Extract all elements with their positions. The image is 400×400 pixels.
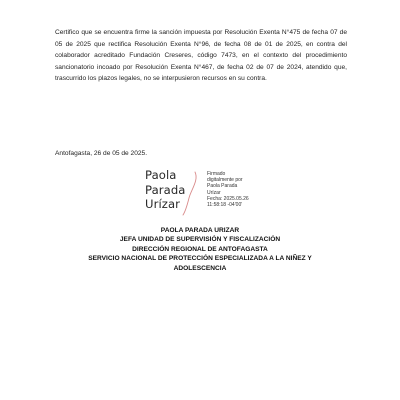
signature-stroke bbox=[177, 170, 207, 216]
signature-name-line: Paola bbox=[145, 168, 177, 182]
signature-detail-line: Firmado bbox=[207, 171, 226, 177]
place-and-date: Antofagasta, 26 de 05 de 2025. bbox=[55, 150, 148, 157]
signature-detail-line: Urízar bbox=[207, 189, 221, 196]
signature-detail-line: Fecha: 2025.05.26 bbox=[207, 195, 249, 202]
signer-agency-continued: ADOLESCENCIA bbox=[173, 264, 227, 272]
signer-agency: SERVICIO NACIONAL DE PROTECCIÓN ESPECIALIZADA A LA NIÑEZ Y bbox=[88, 255, 312, 263]
signature-detail-line: 11:58:18 -04'00' bbox=[207, 202, 243, 209]
signature-name-line: Parada bbox=[145, 182, 186, 197]
signature-detail-line: digitalmente por bbox=[207, 177, 243, 184]
certification-paragraph: Certifico que se encuentra firme la sanción impuesta por Resolución Exenta N°475 de fecha 07 de 05 de 2025 que rectifica Resolución Exenta N°96, de fecha 08 de 01 de 2025, en contra del colaborador acreditado Fundación Creseres, código 7473, en el contexto del procedimiento sancionatorio incoado por Resolución Exenta N°467, de fecha 02 de 07 de 2024, atendido que, trascurrido los plazos legales, no se interpusieron recursos en su contra. bbox=[55, 29, 347, 83]
signature-detail-line: Paola Parada bbox=[207, 183, 238, 190]
signer-name: PAOLA PARADA URIZAR bbox=[160, 227, 240, 234]
signer-role: JEFA UNIDAD DE SUPERVISIÓN Y FISCALIZACIÓN bbox=[119, 236, 281, 244]
signer-block bbox=[60, 226, 340, 273]
signature-name-line: Urízar bbox=[145, 197, 181, 211]
digital-signature-block bbox=[145, 168, 265, 220]
signer-office: DIRECCIÓN REGIONAL DE ANTOFAGASTA bbox=[132, 245, 268, 253]
signature-details bbox=[207, 171, 267, 208]
